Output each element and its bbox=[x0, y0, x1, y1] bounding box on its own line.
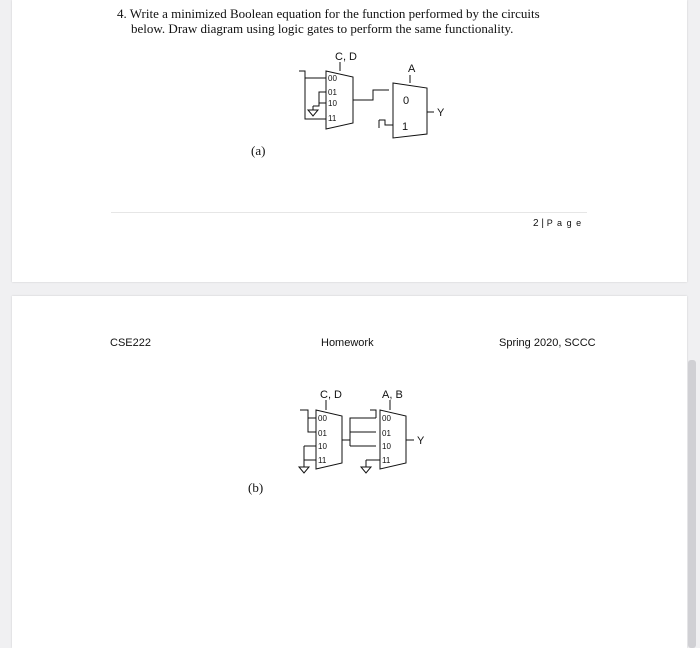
mux4-input-00: 00 bbox=[328, 74, 337, 83]
mux2-input-11: 11 bbox=[382, 456, 391, 465]
page-number bbox=[533, 218, 582, 229]
mux4-select-label: C, D bbox=[335, 51, 357, 63]
header-title: Homework bbox=[321, 337, 374, 349]
header-course: CSE222 bbox=[110, 337, 151, 349]
page-word: P a g e bbox=[546, 218, 583, 228]
mux4-input-01: 01 bbox=[328, 88, 337, 97]
circuit-b-label: (b) bbox=[248, 480, 264, 495]
question-text bbox=[117, 6, 567, 36]
mux1-input-01: 01 bbox=[318, 429, 327, 438]
ground-icon bbox=[308, 110, 318, 116]
mux2-input-00: 00 bbox=[382, 414, 391, 423]
page-number-value: 2 | bbox=[533, 218, 544, 229]
ground-icon-2 bbox=[361, 467, 371, 473]
question-line-2: below. Draw diagram using logic gates to perform the same functionality. bbox=[131, 21, 514, 36]
footer-divider bbox=[111, 212, 587, 213]
mux1-input-10: 10 bbox=[318, 442, 327, 451]
circuit-a-label: (a) bbox=[251, 143, 266, 158]
mux2-input-10: 10 bbox=[382, 442, 391, 451]
output-y-label: Y bbox=[417, 435, 425, 447]
mux2-select-label: A, B bbox=[382, 389, 403, 401]
circuit-a-diagram bbox=[285, 48, 445, 138]
document-page-2 bbox=[12, 296, 687, 648]
mux1-input-11: 11 bbox=[318, 456, 327, 465]
document-page-1 bbox=[12, 0, 687, 282]
mux2-select-label: A bbox=[408, 63, 416, 75]
mux2-input-1: 1 bbox=[402, 121, 409, 133]
mux2-input-0: 0 bbox=[403, 95, 410, 107]
mux1-select-label: C, D bbox=[320, 389, 342, 401]
circuit-b-diagram bbox=[296, 380, 456, 480]
mux2-input-01: 01 bbox=[382, 429, 391, 438]
mux2-body bbox=[393, 83, 427, 138]
question-line-1: 4. Write a minimized Boolean equation for the function performed by the circuits bbox=[117, 6, 540, 21]
mux4-input-11: 11 bbox=[328, 114, 337, 123]
mux4-input-10: 10 bbox=[328, 99, 337, 108]
output-y-label: Y bbox=[437, 107, 445, 119]
scrollbar[interactable] bbox=[688, 360, 696, 648]
ground-icon-1 bbox=[299, 467, 309, 473]
mux1-input-00: 00 bbox=[318, 414, 327, 423]
header-term: Spring 2020, SCCC bbox=[499, 337, 596, 349]
